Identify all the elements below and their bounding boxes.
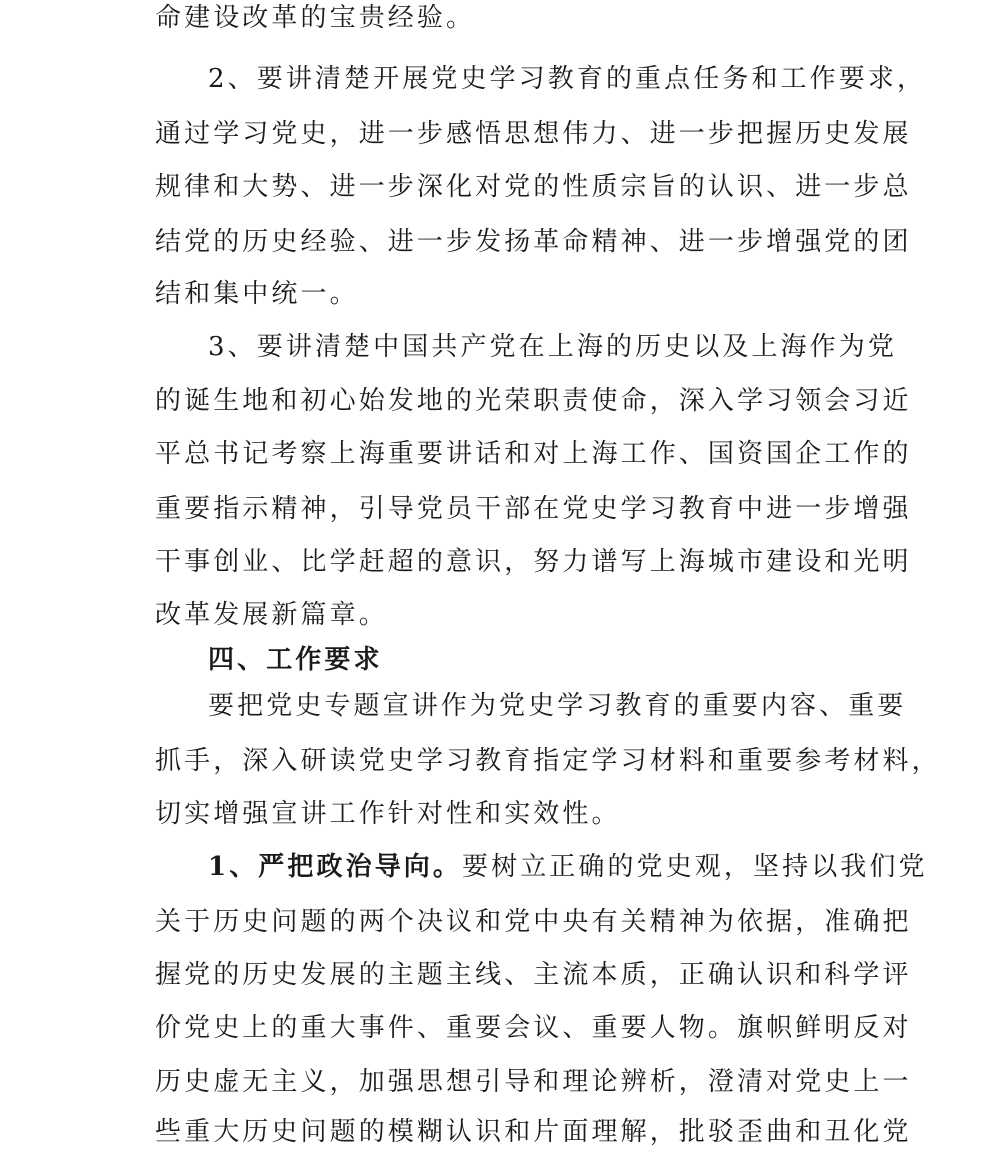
text-line: 通过学习党史，进一步感悟思想伟力、进一步把握历史发展 xyxy=(155,119,912,149)
text-line: 历史虚无主义，加强思想引导和理论辨析，澄清对党史上一 xyxy=(155,1067,912,1097)
text-line: 抓手，深入研读党史学习教育指定学习材料和重要参考材料， xyxy=(155,746,941,776)
text-line: 改革发展新篇章。 xyxy=(155,600,388,630)
text-line: 结和集中统一。 xyxy=(155,279,359,309)
bold-lead: 1、严把政治导向。 xyxy=(208,852,462,882)
text-line: 要把党史专题宣讲作为党史学习教育的重要内容、重要 xyxy=(208,691,907,721)
text-line: 结党的历史经验、进一步发扬革命精神、进一步增强党的团 xyxy=(155,227,912,257)
text-line: 3、要讲清楚中国共产党在上海的历史以及上海作为党 xyxy=(208,332,897,362)
text-line xyxy=(208,851,928,883)
text-line: 切实增强宣讲工作针对性和实效性。 xyxy=(155,799,621,829)
section-heading: 四、工作要求 xyxy=(208,645,383,675)
text-line: 握党的历史发展的主题主线、主流本质，正确认识和科学评 xyxy=(155,960,912,990)
text-span: 要树立正确的党史观，坚持以我们党 xyxy=(462,852,928,882)
text-line: 些重大历史问题的模糊认识和片面理解，批驳歪曲和丑化党 xyxy=(155,1117,912,1147)
text-line: 2、要讲清楚开展党史学习教育的重点任务和工作要求， xyxy=(208,64,927,94)
text-line: 关于历史问题的两个决议和党中央有关精神为依据，准确把 xyxy=(155,907,912,937)
text-line: 命建设改革的宝贵经验。 xyxy=(155,3,476,33)
text-line: 平总书记考察上海重要讲话和对上海工作、国资国企工作的 xyxy=(155,439,912,469)
text-line: 规律和大势、进一步深化对党的性质宗旨的认识、进一步总 xyxy=(155,172,912,202)
text-line: 干事创业、比学赶超的意识，努力谱写上海城市建设和光明 xyxy=(155,547,912,577)
text-line: 的诞生地和初心始发地的光荣职责使命，深入学习领会习近 xyxy=(155,386,912,416)
text-line: 重要指示精神，引导党员干部在党史学习教育中进一步增强 xyxy=(155,494,912,524)
text-line: 价党史上的重大事件、重要会议、重要人物。旗帜鲜明反对 xyxy=(155,1013,912,1043)
